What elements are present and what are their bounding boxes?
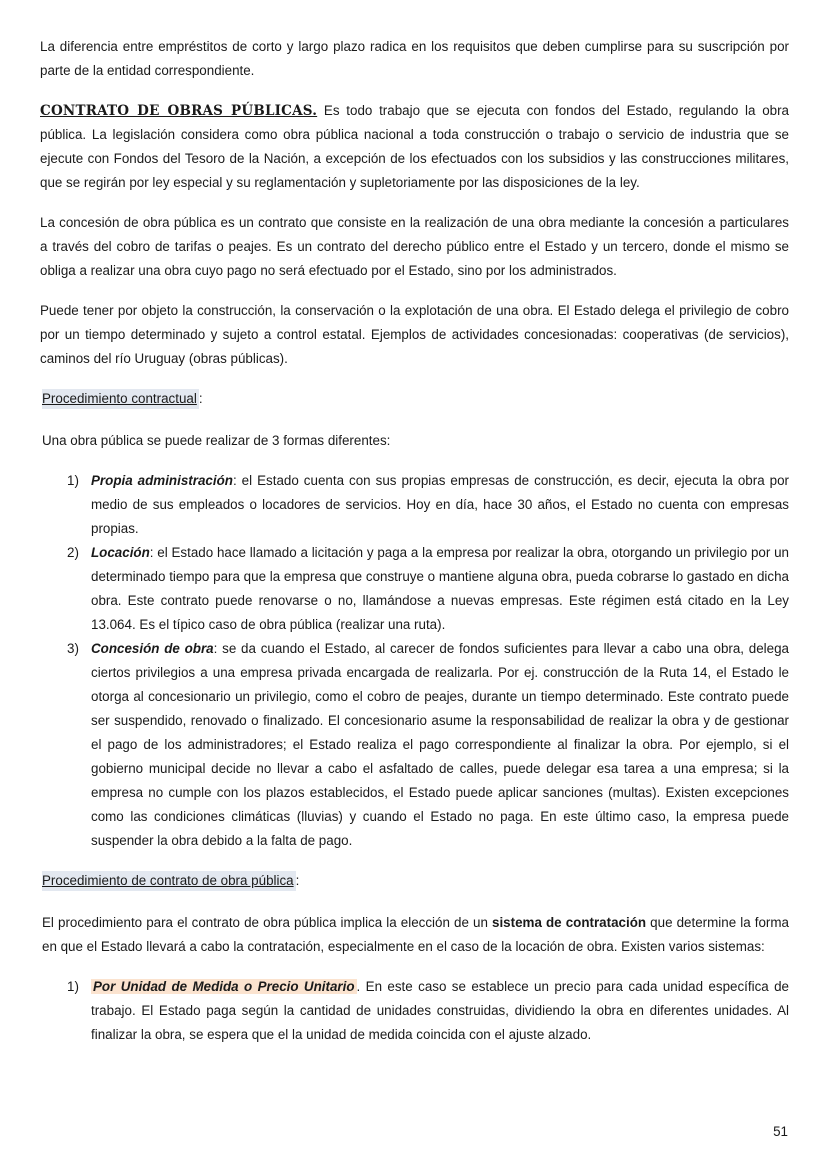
formas-paragraph: Una obra pública se puede realizar de 3 formas diferentes:: [42, 433, 391, 448]
section-heading-colon: :: [295, 873, 300, 888]
list-text: : se da cuando el Estado, al carecer de fondos suficientes para llevar a cabo una obra, delega ciertos privilegios a una empresa privada encargada de realizarla. Por ej. construcción de la Ruta 14, el Estado le otorga al concesionario un privilegio, como el cobro de peajes, durante un tiempo determinado. Este contrato puede ser suspendido, renovado o finalizado. El concesionario asume la responsabilidad de realizar la obra y de gestionar el pago de los administradores; el Estado realiza el pago correspondiente al finalizar la obra. Por ejemplo, si el gobierno municipal decide no llevar a cabo el asfaltado de calles, puede delegar esa tarea a una empresa; si la empresa no cumple con los plazos establecidos, el Estado puede aplicar sanciones (multas). Existen excepciones como las condiciones climáticas (lluvias) y cuando el Estado no paga. En este último caso, la empresa puede suspender la obra debido a la falta de pago.: [91, 641, 789, 848]
contrato-obras-paragraph: [40, 99, 789, 195]
list-number: 1): [67, 979, 79, 994]
list-item-precio-unitario: [40, 975, 789, 1047]
section-heading-procedimiento-contrato-obra: Procedimiento de contrato de obra pública: [42, 871, 296, 891]
contrato-obras-text: Es todo trabajo que se ejecuta con fondos del Estado, regulando la obra pública. La legislación considera como obra pública nacional a toda construcción o trabajo o servicio de industria que se ejecute con Fondos del Tesoro de la Nación, a excepción de los efectuados con los subsidios y las construcciones militares, que se regirán por ley especial y su reglamentación y supletoriamente por las disposiciones de la ley.: [40, 103, 789, 190]
list-term: Locación: [91, 545, 150, 560]
list-term: Concesión de obra: [91, 641, 214, 656]
page-number: 51: [773, 1124, 788, 1139]
list-text: . En este caso se establece un precio para cada unidad específica de trabajo. El Estado paga según la cantidad de unidades construidas, dividiendo la obra en diferentes unidades. Al finalizar la obra, se espera que el la unidad de medida coincida con el ajuste alzado.: [91, 979, 790, 1042]
list-term: Propia administración: [91, 473, 233, 488]
formas-list: [40, 469, 789, 853]
sistemas-list: [40, 975, 789, 1047]
list-number: 1): [67, 473, 79, 488]
list-item-concesion-de-obra: [40, 637, 789, 853]
list-text: : el Estado hace llamado a licitación y paga a la empresa por realizar la obra, otorgando un privilegio por un determinado tiempo para que la empresa que construye o mantiene alguna obra, pueda cobrarse lo gastado en dicha obra. Este contrato puede renovarse o no, llamándose a nuevas empresas. Este régimen está citado en la Ley 13.064. Es el típico caso de obra pública (realizar una ruta).: [91, 545, 789, 632]
section-procedimiento-contractual: [40, 387, 789, 411]
list-number: 2): [67, 545, 79, 560]
intro-paragraph: La diferencia entre empréstitos de corto y largo plazo radica en los requisitos que deben cumplirse para su suscripción por parte de la entidad correspondiente.: [40, 39, 789, 78]
section-procedimiento-contrato-obra: [40, 869, 789, 893]
document-page: [40, 35, 789, 1063]
list-item-locacion: [40, 541, 789, 637]
sistema-text-after: que determine la forma en que el Estado llevará a cabo la contratación, especialmente en el caso de la locación de obra. Existen varios sistemas:: [42, 915, 789, 954]
list-number: 3): [67, 641, 79, 656]
section-heading-procedimiento-contractual: Procedimiento contractual: [42, 389, 199, 409]
sistema-paragraph: [40, 911, 789, 959]
section-heading-colon: :: [198, 391, 203, 406]
list-term-highlighted: Por Unidad de Medida o Precio Unitario: [93, 979, 355, 994]
sistema-text-before: El procedimiento para el contrato de obra pública implica la elección de un: [42, 915, 493, 930]
objeto-paragraph: Puede tener por objeto la construcción, la conservación o la explotación de una obra. El Estado delega el privilegio de cobro por un tiempo determinado y sujeto a control estatal. Ejemplos de actividades concesionadas: cooperativas (de servicios), caminos del río Uruguay (obras públicas).: [40, 303, 789, 366]
sistema-bold-term: sistema de contratación: [492, 915, 647, 930]
contrato-obras-heading: CONTRATO DE OBRAS PÚBLICAS.: [40, 103, 318, 119]
list-item-propia-administracion: [40, 469, 789, 541]
list-text: : el Estado cuenta con sus propias empresas de construcción, es decir, ejecuta la obra por medio de sus empleados o locadores de servicios. Hoy en día, hace 30 años, el Estado no cuenta con empresas propias.: [91, 473, 790, 536]
concesion-paragraph: La concesión de obra pública es un contrato que consiste en la realización de una obra mediante la concesión a particulares a través del cobro de tarifas o peajes. Es un contrato del derecho público entre el Estado y un tercero, donde el mismo se obliga a realizar una obra cuyo pago no será efectuado por el Estado, sino por los administrados.: [40, 215, 789, 278]
